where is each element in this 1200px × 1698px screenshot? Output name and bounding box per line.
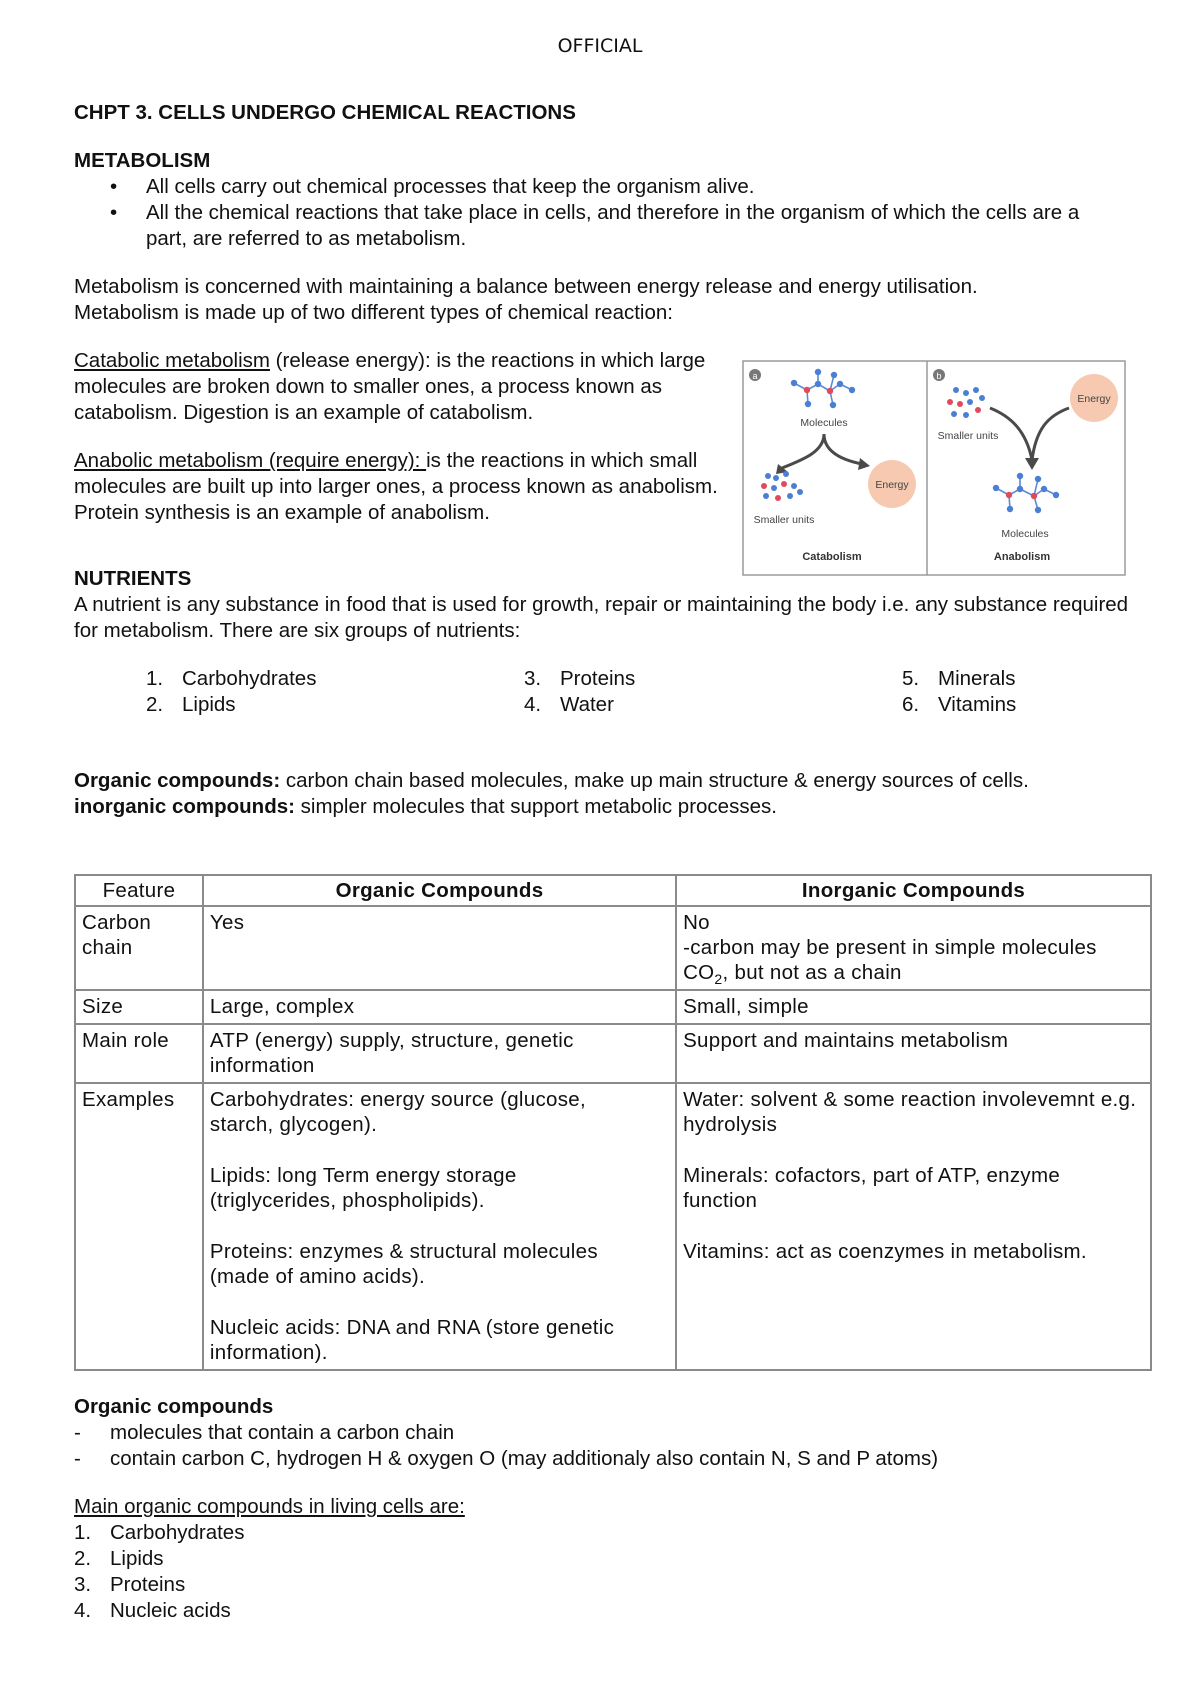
nutrient-item: 4. Water xyxy=(524,693,614,716)
panel-b-smaller-label: Smaller units xyxy=(937,430,999,442)
table-header: Organic Compounds xyxy=(203,875,676,906)
list-item: 4. Nucleic acids xyxy=(74,1599,231,1622)
nutrient-item: 2. Lipids xyxy=(146,693,236,716)
list-item: - molecules that contain a carbon chain xyxy=(74,1420,1154,1446)
table-row xyxy=(75,990,1151,1024)
table-cell: Yes xyxy=(203,906,676,990)
anabolic-text: is the reactions in which small molecules are built up into larger ones, a process known as anabolism. Protein synthesis is an example of anabolism. xyxy=(74,449,718,524)
classification-header: OFFICIAL xyxy=(557,35,643,57)
metabolism-bullets xyxy=(74,174,1154,252)
panel-b-energy-label: Energy xyxy=(1077,393,1111,405)
table-cell: Main role xyxy=(75,1024,203,1083)
table-header-row xyxy=(75,875,1151,906)
panel-a-energy-label: Energy xyxy=(875,479,909,491)
list-item: 3. Proteins xyxy=(74,1573,186,1596)
panel-a-tag: a xyxy=(752,371,758,381)
table-cell: No -carbon may be present in simple molecules $CO_2$, but not as a chain xyxy=(676,906,1151,990)
compounds-table xyxy=(74,874,1152,1371)
panel-b-molecules-label: Molecules xyxy=(1001,528,1049,540)
catabolic-text: (release energy): is the reactions in which large molecules are broken down to smaller ones, a process known as catabolism. Digestion is an example of catabolism. xyxy=(74,349,706,424)
bullet-item: • All the chemical reactions that take place in cells, and therefore in the organism of which the cells are a part, are referred to as metabolism. xyxy=(74,200,1154,252)
table-cell: Carbon chain xyxy=(75,906,203,990)
chapter-title: CHPT 3. CELLS UNDERGO CHEMICAL REACTIONS xyxy=(74,101,576,124)
list-item: 1. Carbohydrates xyxy=(74,1521,245,1544)
document-body xyxy=(74,100,1154,820)
nutrients-intro: A nutrient is any substance in food that is used for growth, repair or maintaining the body i.e. any substance required for metabolism. There are six groups of nutrients: xyxy=(74,593,1129,642)
catabolic-term: Catabolic metabolism xyxy=(74,349,270,372)
metabolism-types xyxy=(74,348,1154,563)
table-cell: Size xyxy=(75,990,203,1024)
table-cell: Examples xyxy=(75,1083,203,1370)
table-row xyxy=(75,906,1151,990)
table-cell: ATP (energy) supply, structure, genetic information xyxy=(203,1024,676,1083)
panel-b-tag: b xyxy=(936,371,942,381)
organic-points xyxy=(74,1420,1154,1472)
metabolism-paragraph: Metabolism is concerned with maintaining a balance between energy release and energy utilisation. xyxy=(74,275,978,298)
nutrient-item: 1. Carbohydrates xyxy=(146,667,317,690)
catabolic-paragraph xyxy=(74,348,734,426)
inorganic-definition: inorganic compounds: simpler molecules that support metabolic processes. xyxy=(74,795,777,818)
anabolic-term: Anabolic metabolism (require energy): xyxy=(74,449,427,472)
main-compounds-label: Main organic compounds in living cells are: xyxy=(74,1495,465,1518)
organic-definition: Organic compounds: carbon chain based molecules, make up main structure & energy sources of cells. xyxy=(74,769,1029,792)
table-row xyxy=(75,1024,1151,1083)
metabolism-paragraph: Metabolism is made up of two different types of chemical reaction: xyxy=(74,301,673,324)
table-cell: Support and maintains metabolism xyxy=(676,1024,1151,1083)
panel-a-caption: Catabolism xyxy=(802,551,862,563)
table-cell: Small, simple xyxy=(676,990,1151,1024)
table-cell: Carbohydrates: energy source (glucose, starch, glycogen). Lipids: long Term energy storage (triglycerides, phospholipids). Proteins: enzymes & structural molecules (made of amino acids). Nucleic acids: DNA and RNA (store genetic information). xyxy=(203,1083,676,1370)
nutrient-groups xyxy=(74,666,1154,718)
metabolism-heading: METABOLISM xyxy=(74,149,211,172)
anabolic-paragraph xyxy=(74,448,734,526)
figure-frame xyxy=(743,361,1125,575)
table-row xyxy=(75,1083,1151,1370)
table-cell: Water: solvent & some reaction involevemnt e.g. hydrolysis Minerals: cofactors, part of ATP, enzyme function Vitamins: act as coenzymes in metabolism. xyxy=(676,1083,1151,1370)
nutrient-item: 3. Proteins xyxy=(524,667,636,690)
bullet-item: • All cells carry out chemical processes that keep the organism alive. xyxy=(74,174,1154,200)
nutrient-item: 6. Vitamins xyxy=(902,693,1017,716)
nutrient-item: 5. Minerals xyxy=(902,667,1016,690)
table-cell: Large, complex xyxy=(203,990,676,1024)
panel-b-caption: Anabolism xyxy=(993,551,1051,563)
table-header: Feature xyxy=(75,875,203,906)
nutrients-heading: NUTRIENTS xyxy=(74,567,192,590)
metabolism-figure xyxy=(742,360,1126,576)
organic-section xyxy=(74,1394,1154,1624)
panel-a-smaller-label: Smaller units xyxy=(753,514,815,526)
organic-heading: Organic compounds xyxy=(74,1395,274,1418)
table-header: Inorganic Compounds xyxy=(676,875,1151,906)
list-item: 2. Lipids xyxy=(74,1547,164,1570)
panel-a-molecules-label: Molecules xyxy=(800,417,848,429)
main-compounds-list xyxy=(74,1520,1154,1624)
list-item: - contain carbon C, hydrogen H & oxygen O (may additionaly also contain N, S and P atoms) xyxy=(74,1446,1154,1472)
